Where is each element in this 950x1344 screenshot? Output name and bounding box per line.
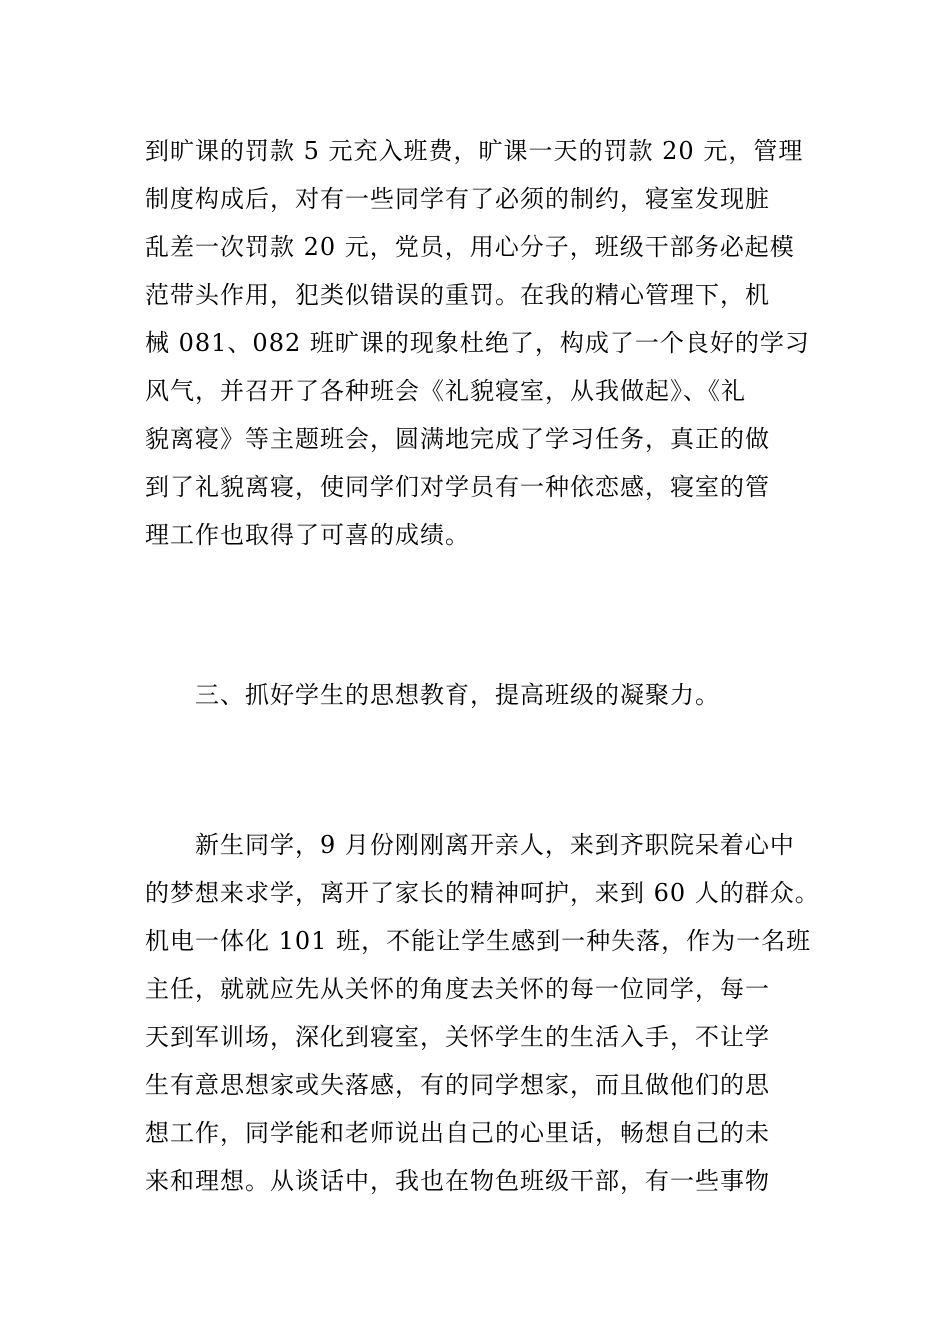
paragraph-2-line: 天到军训场，深化到寝室，关怀学生的生活入手，不让学 [145,1023,770,1051]
paragraph-1-line: 理工作也取得了可喜的成绩。 [145,521,470,549]
paragraph-2-line: 生有意思想家或失落感，有的同学想家，而且做他们的思 [145,1071,770,1099]
section-heading: 三、抓好学生的思想教育，提高班级的凝聚力。 [195,681,720,709]
paragraph-1-line: 制度构成后，对有一些同学有了必须的制约，寝室发现脏 [145,185,770,213]
paragraph-2-line: 机电一体化 101 班，不能让学生感到一种失落，作为一名班 [145,927,812,955]
paragraph-1-line: 风气，并召开了各种班会《礼貌寝室，从我做起》、《礼 [145,377,746,405]
paragraph-2-line: 的梦想来求学，离开了家长的精神呵护，来到 60 人的群众。 [145,879,820,907]
paragraph-2-line: 新生同学，9 月份刚刚离开亲人，来到齐职院呆着心中 [195,831,795,859]
paragraph-1-line: 貌离寝》等主题班会，圆满地完成了学习任务，真正的做 [145,425,770,453]
paragraph-2-line: 来和理想。从谈话中，我也在物色班级干部，有一些事物 [145,1167,770,1195]
paragraph-2-line: 想工作，同学能和老师说出自己的心里话，畅想自己的未 [145,1119,770,1147]
paragraph-2-line: 主任，就就应先从关怀的角度去关怀的每一位同学，每一 [145,975,770,1003]
paragraph-1-line: 到了礼貌离寝，使同学们对学员有一种依恋感，寝室的管 [145,473,770,501]
paragraph-1-line: 到旷课的罚款 5 元充入班费，旷课一天的罚款 20 元，管理 [145,137,804,165]
paragraph-1-line: 械 081、082 班旷课的现象杜绝了，构成了一个良好的学习 [145,329,810,357]
paragraph-1-line: 范带头作用，犯类似错误的重罚。在我的精心管理下，机 [145,281,770,309]
paragraph-1-line: 乱差一次罚款 20 元，党员，用心分子，班级干部务必起模 [145,233,795,261]
